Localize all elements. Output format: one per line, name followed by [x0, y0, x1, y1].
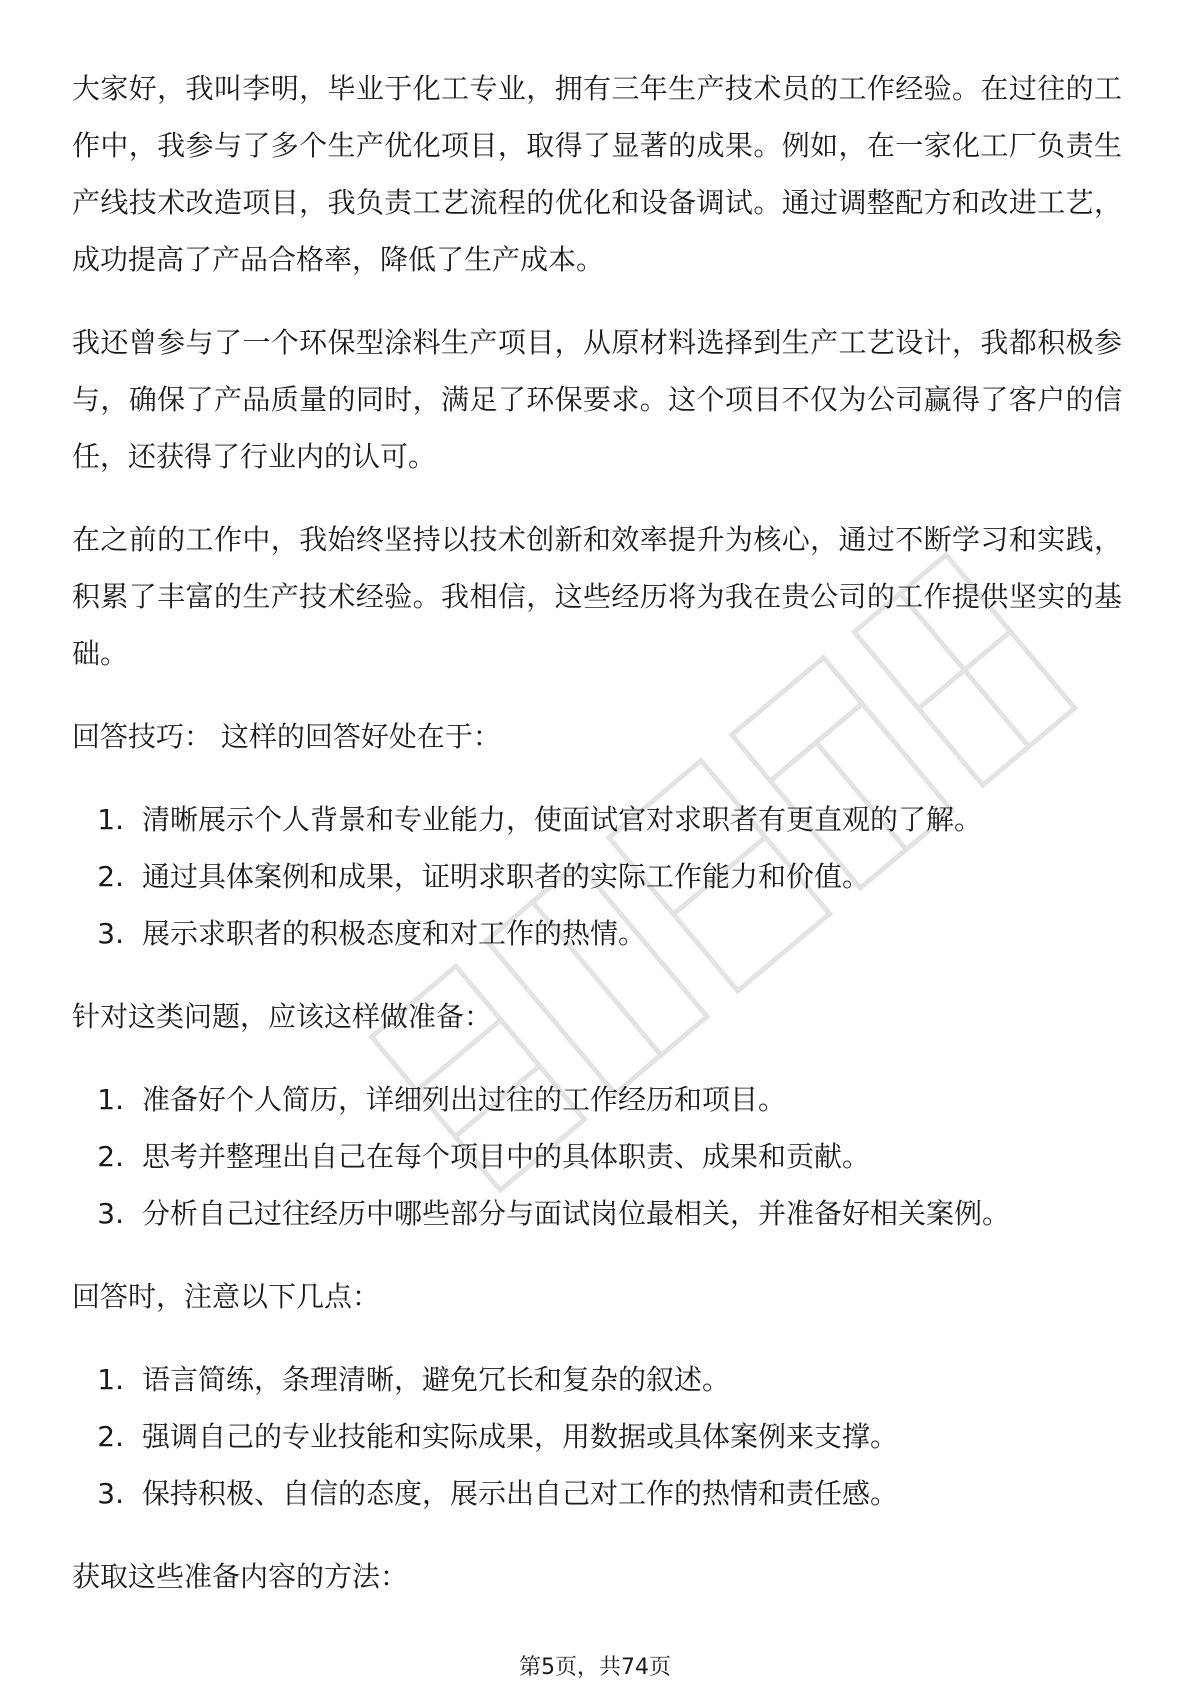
notes-list [72, 1351, 1122, 1522]
list-item: 1. 语言简练，条理清晰，避免冗长和复杂的叙述。 [97, 1363, 731, 1396]
list-item: 3. 分析自己过往经历中哪些部分与面试岗位最相关，并准备好相关案例。 [97, 1197, 1011, 1230]
paragraph-intro: 大家好，我叫李明，毕业于化工专业，拥有三年生产技术员的工作经验。在过往的工作中，我参与了多个生产优化项目，取得了显著的成果。例如，在一家化工厂负责生产线技术改造项目，我负责工艺流程的优化和设备调试。通过调整配方和改进工艺，成功提高了产品合格率，降低了生产成本。 [72, 72, 1122, 276]
section-heading-prepare: 针对这类问题，应该这样做准备： [72, 1000, 493, 1033]
paragraph-summary: 在之前的工作中，我始终坚持以技术创新和效率提升为核心，通过不断学习和实践，积累了丰富的生产技术经验。我相信，这些经历将为我在贵公司的工作提供坚实的基础。 [72, 523, 1122, 670]
tips-list [72, 791, 1122, 962]
list-item: 1. 准备好个人简历，详细列出过往的工作经历和项目。 [97, 1083, 787, 1116]
section-heading-tips: 回答技巧： 这样的回答好处在于： [72, 720, 501, 753]
section-heading-notes: 回答时，注意以下几点： [72, 1280, 381, 1313]
list-item: 2. 思考并整理出自己在每个项目中的具体职责、成果和贡献。 [97, 1140, 871, 1173]
section-heading-methods: 获取这些准备内容的方法： [72, 1560, 409, 1593]
list-item: 2. 强调自己的专业技能和实际成果，用数据或具体案例来支撑。 [97, 1420, 899, 1453]
page-number: 第5页，共74页 [519, 1655, 671, 1680]
document-page [72, 60, 1122, 1631]
list-item: 3. 保持积极、自信的态度，展示出自己对工作的热情和责任感。 [97, 1477, 899, 1510]
list-item: 3. 展示求职者的积极态度和对工作的热情。 [97, 917, 647, 950]
list-item: 1. 清晰展示个人背景和专业能力，使面试官对求职者有更直观的了解。 [97, 803, 983, 836]
list-item: 2. 通过具体案例和成果，证明求职者的实际工作能力和价值。 [97, 860, 871, 893]
prepare-list [72, 1071, 1122, 1242]
paragraph-project: 我还曾参与了一个环保型涂料生产项目，从原材料选择到生产工艺设计，我都积极参与，确保了产品质量的同时，满足了环保要求。这个项目不仅为公司赢得了客户的信任，还获得了行业内的认可。 [72, 326, 1122, 473]
